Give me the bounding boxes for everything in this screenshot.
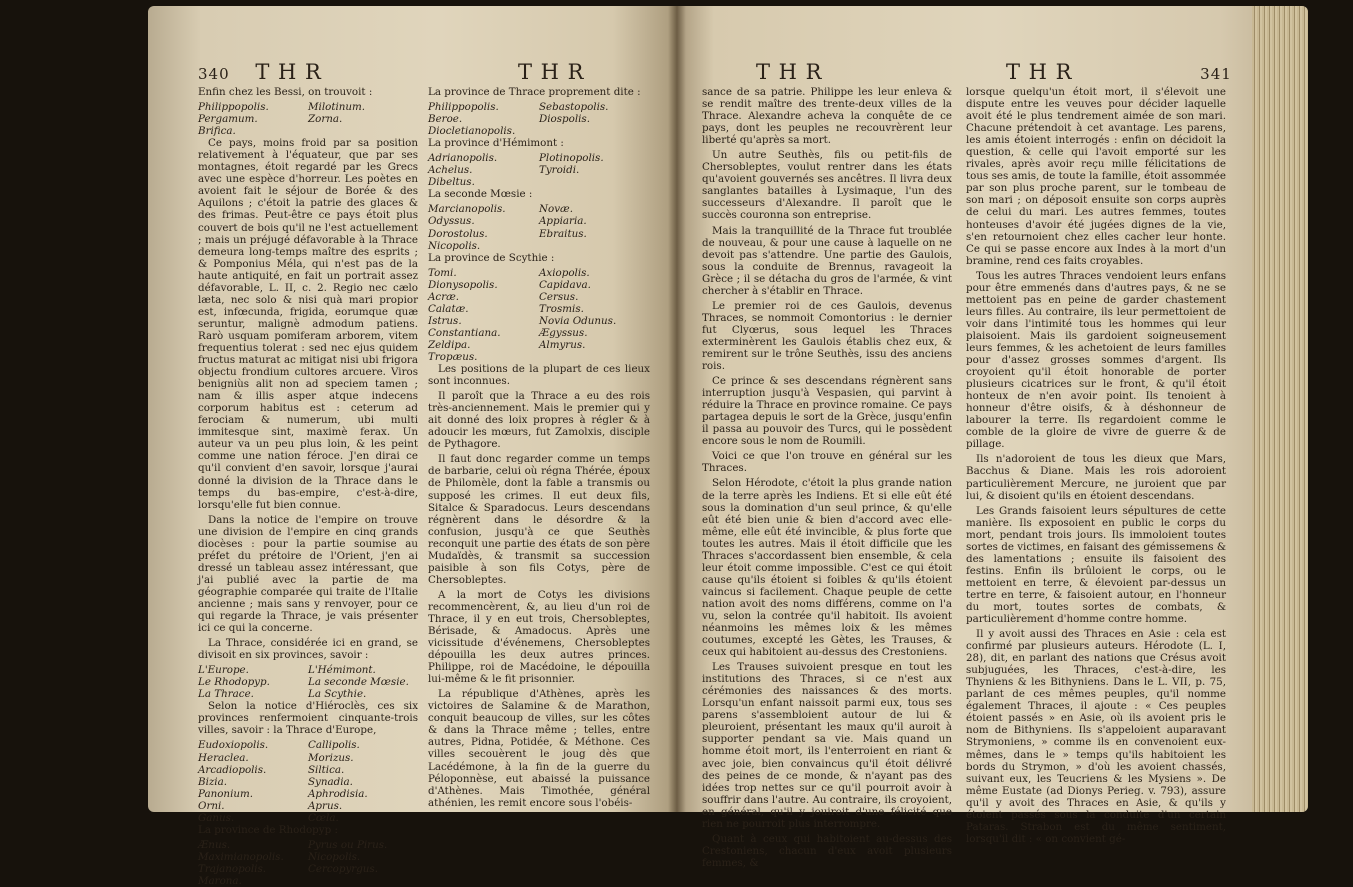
city-name: Orni. [198, 799, 225, 812]
city-name: Eudoxiopolis. [198, 739, 269, 752]
city-name: Dionysopolis. [428, 278, 498, 291]
paragraph: Les Grands faisoient leurs sépultures de cette manière. Ils exposoient en public le corps du mort, pendant trois jours. Ils immoloient toutes sortes de victimes, en faisant des gémissemens & des lamentations ; ensuite ils faisoient des festins. Enfin ils brûloient le corps, ou le mettoient en terre, & élevoient par-dessus un tertre en terre, & faisoient autour, en l'honneur du mort, toutes sortes de combats, & particulièrement d'homme contre homme. [966, 504, 1226, 626]
city-name [308, 875, 418, 887]
city-list-row [428, 315, 650, 327]
text-column [966, 86, 1226, 848]
city-name: Cersus. [539, 290, 579, 303]
city-name: Acræ. [428, 290, 460, 303]
book-spine [668, 6, 686, 812]
city-name: Aphrodisia. [308, 787, 368, 800]
paragraph: Les positions de la plupart de ces lieux sont inconnues. [428, 363, 650, 388]
page-number-left: 340 [198, 65, 230, 83]
left-header [198, 60, 322, 84]
paragraph: Le premier roi de ces Gaulois, devenus Thraces, se nommoit Comontorius : le dernier fut Clyœrus, sous lequel les Thraces exterminèrent les Gaulois établis chez eux, & remirent sur le trône Seuthès, issu des anciens rois. [702, 299, 952, 373]
city-list-row [428, 176, 650, 188]
city-name: Diospolis. [539, 113, 590, 126]
city-name: Pergamum. [198, 113, 258, 126]
paragraph: Dans la notice de l'empire on trouve une division de l'empire en cinq grands diocèses : pour la partie soumise au préfet du prétoire de l'Orient, j'en ai dressé un tableau assez intéressant, que j'ai publié avec la partie de ma géographie comparée qui traite de l'Italie ancienne ; mais sans y renvoyer, pour ce qui regarde la Thrace, je vais présenter ici ce qui la concerne. [198, 513, 418, 635]
city-name: Plotinopolis. [539, 152, 604, 165]
city-name: Synadia. [308, 775, 353, 788]
city-name: Almyrus. [539, 338, 586, 351]
text-column [428, 86, 650, 812]
city-name: Maximianopolis. [198, 850, 284, 863]
paragraph: Selon la notice d'Hiéroclès, ces six provinces renfermoient cinquante-trois villes, savoir : la Thrace d'Europe, [198, 700, 418, 737]
city-list-row [428, 339, 650, 351]
paragraph: Il paroît que la Thrace a eu des rois très-anciennement. Mais le premier qui y ait donné des loix propres à régler & à adoucir les mœurs, fut Zamolxis, disciple de Pythagore. [428, 390, 650, 451]
city-name: Bizia. [198, 775, 227, 788]
paragraph: Ce prince & ses descendans régnèrent sans interruption jusqu'à Vespasien, qui parvint à réduire la Thrace en province romaine. Ce pays partagea depuis le sort de la Grèce, jusqu'enfin il passa au pouvoir des Turcs, qui le possèdent encore sous le nom de Roumili. [702, 375, 952, 448]
city-name: Beroe. [428, 113, 463, 126]
city-list-row [198, 788, 418, 800]
city-name: Brifica. [198, 125, 236, 138]
city-name [539, 125, 650, 137]
city-name: Odyssus. [428, 215, 475, 228]
city-name: Milotinum. [308, 101, 366, 114]
city-name: Dorostolus. [428, 227, 488, 240]
city-name: Zeldipa. [428, 338, 471, 351]
city-name: L'Hémimont. [308, 664, 376, 677]
city-list-row [428, 152, 650, 164]
city-list-row [198, 764, 418, 776]
page-edges [1252, 6, 1308, 812]
paragraph: La province d'Hémimont : [428, 137, 564, 150]
city-list-row [198, 125, 418, 137]
city-list-row [428, 240, 650, 252]
city-name: Sebastopolis. [539, 101, 609, 114]
city-name: Calatæ. [428, 302, 469, 315]
city-list-row [428, 203, 650, 215]
city-list-row [198, 812, 418, 824]
city-list-row [198, 839, 418, 851]
city-name: Axiopolis. [539, 266, 590, 279]
paragraph: Mais la tranquillité de la Thrace fut troublée de nouveau, & pour une cause à laquelle on ne devoit pas s'attendre. Une partie des Gaulois, sous la conduite de Brennus, ravageoit la Grèce ; il se détacha du gros de l'armée, & vint chercher à s'établir en Thrace. [702, 224, 952, 297]
city-name: Tomi. [428, 266, 457, 279]
city-list-row [428, 101, 650, 113]
city-list-row [198, 800, 418, 812]
paragraph: Ce pays, moins froid par sa position relativement à l'équateur, que par ses montagnes, étoit regardé par les Grecs avec une espèce d'horreur. Les poètes en avoient fait le séjour de Borée & des Aquilons ; c'étoit la patrie des glaces & des frimas. Peut-être ce pays étoit plus couvert de bois qu'il ne l'est actuellement ; mais un préjugé défavorable à la Thrace demeura long-temps maître des esprits ; & Pomponius Méla, qui n'est pas de la haute antiquité, en fait un portrait assez défavorable, L. II, c. 2. Regio nec cælo læta, nec solo & nisi quà mari propior est, infœcunda, frigida, eorumque quæ seruntur, malignè admodum patiens. Rarò usquam pomiferam arborem, vitem frequentius tolerat : sed nec ejus quidem fructus maturat ac mitigat nisi ubi frigora objectu frondium cultores arcuere. Viros benigniùs alit non ad speciem tamen ; nam & illis asper atque indecens corporum habitus est : ceterum ad ferociam & numerum, ubi multi immitesque sint, maximè ferax. Un auteur va un peu plus loin, & les peint comme une nation féroce. J'en dirai ce qu'il convient d'en savoir, lorsque j'aurai donné la division de la Thrace dans le temps du bas-empire, c'est-à-dire, lorsqu'elle fut bien connue. [198, 137, 418, 511]
city-name: La seconde Mœsie. [308, 676, 409, 689]
header-title: T H R [1006, 60, 1073, 84]
text-column [702, 86, 952, 872]
paragraph: Quant à ceux qui habitoient au-dessus des Crestoniens, chacun d'eux avoit plusieurs femmes, & [702, 832, 952, 869]
city-list-row [428, 113, 650, 125]
city-name: Philippopolis. [198, 101, 269, 114]
right-page [676, 6, 1308, 869]
header-title: T H R [255, 60, 322, 84]
city-list-row [428, 164, 650, 176]
paragraph: Il faut donc regarder comme un temps de barbarie, celui où régna Thérée, époux de Philomèle, dont la fable a transmis ou supposé les crimes. Il eut deux fils, Sitalce & Sparadocus. Leurs descendans régnèrent dans le désordre & la confusion, jusqu'à ce que Seuthès reconquit une partie des états de son père Mudaïdès, & transmit sa succession paisible à son fils Cotys, père de Chersobleptes. [428, 453, 650, 586]
city-name: Pyrus ou Pirus. [308, 838, 388, 851]
paragraph: Tous les autres Thraces vendoient leurs enfans pour être emmenés dans d'autres pays, & ne se mettoient pas en peine de garder chastement leurs filles. Au contraire, ils leur permettoient de voir dans l'intimité tous les hommes qui leur plaisoient. Mais ils gardoient soigneusement leurs femmes, & les achetoient de leurs familles pour d'assez grosses sommes d'argent. Ils croyoient qu'il étoit honorable de porter plusieurs cicatrices sur le front, & qu'il étoit honteux de n'en avoir point. Ils tenoient à honneur d'être oisifs, & à déshonneur de labourer la terre. Ils regardoient comme le comble de la gloire de vivre de guerre & de pillage. [966, 269, 1226, 451]
city-list-row [428, 279, 650, 291]
city-name: Heraclea. [198, 751, 249, 764]
city-name: Ænus. [198, 838, 231, 851]
paragraph: La province de Rhodopyp : [198, 823, 338, 836]
city-name: Nicopolis. [428, 239, 481, 252]
city-name: Diocletianopolis. [428, 125, 516, 138]
paragraph: Un autre Seuthès, fils ou petit-fils de Chersobleptes, voulut rentrer dans les états qu'avoient gouvernés ses ancêtres. Il livra deux sanglantes batailles à Lysimaque, l'un des successeurs d'Alexandre. Il paroît que le succès couronna son entreprise. [702, 149, 952, 222]
city-name: Novia Odunus. [539, 314, 617, 327]
paragraph: Il y avoit aussi des Thraces en Asie : cela est confirmé par plusieurs auteurs. Hérodote (L. I, 28), dit, en parlant des nations que Crésus avoit subjuguées, les Thraces, c'est-à-dire, les Thyniens & les Bithyniens. Dans le L. VII, p. 75, parlant de ces mêmes peuples, qu'il nomme également Thraces, il ajoute : « Ces peuples étoient passés » en Asie, où ils avoient pris le nom de Bithyniens. Ils s'appeloient auparavant Strymoniens, » comme ils en convenoient eux-mêmes, dans le » temps qu'ils habitoient les bords du Strymon, » d'où les avoient chassés, suivant eux, les Teucriens & les Mysiens ». De même Eustate (ad Dionys Perieg. v. 793), assure qu'il y avoit des Thraces en Asie, & qu'ils y étoient passés sous la conduite d'un certain Pataras. Strabon est du même sentiment, lorsqu'il dit : « on convient gé- [966, 628, 1226, 845]
city-name [539, 176, 650, 188]
paragraph: La province de Scythie : [428, 251, 555, 264]
paragraph: A la mort de Cotys les divisions recommencèrent, &, au lieu d'un roi de Thrace, il y en eut trois, Chersobleptes, Bérisade, & Amadocus. Après une vicissitude d'événemens, Chersobleptes dépouilla les deux autres princes. Philippe, roi de Macédoine, le dépouilla lui-même & le fit prisonnier. [428, 588, 650, 686]
paragraph: La province de Thrace proprement dite : [428, 86, 641, 98]
city-list-row [428, 303, 650, 315]
paragraph: lorsque quelqu'un étoit mort, il s'élevoit une dispute entre les veuves pour décider laquelle avoit été le plus tendrement aimée de son mari. Chacune prétendoit à cet avantage. Les parens, les amis étoient interrogés : enfin on décidoit la question, & celle qui l'avoit emporté sur les rivales, après avoir reçu mille félicitations de tous ses amis, de toute la famille, étoit assommée par son plus proche parent, sur le tombeau de son mari ; on déposoit ensuite son corps auprès de celui du mari. Les autres femmes, toutes honteuses d'avoir été jugées dignes de la vie, s'en retournoient chez elles cacher leur honte. Ce qui se passe encore aux Indes à la mort d'un bramine, rend ces faits croyables. [966, 86, 1226, 267]
city-list-row [428, 215, 650, 227]
city-name: Arcadiopolis. [198, 763, 267, 776]
city-name: Marcianopolis. [428, 203, 506, 216]
city-list-row [428, 228, 650, 240]
paragraph: La Thrace, considérée ici en grand, se divisoit en six provinces, savoir : [198, 637, 418, 662]
city-name: Callipolis. [308, 739, 360, 752]
city-name: Ebraitus. [539, 227, 587, 240]
city-name: Novæ. [539, 203, 573, 216]
city-name: Ganus. [198, 811, 235, 824]
city-name: Nicopolis. [308, 850, 361, 863]
city-name: Trajanopolis. [198, 862, 267, 875]
city-list-row [198, 676, 418, 688]
left-page [148, 6, 676, 887]
city-name: Istrus. [428, 314, 462, 327]
city-name: Cercopyrgus. [308, 862, 378, 875]
paragraph: Selon Hérodote, c'étoit la plus grande nation de la terre après les Indiens. Et si elle eût été sous la domination d'un seul prince, & qu'elle eût été bien unie & bien d'accord avec elle-même, elle eût été invincible, & plus forte que toutes les autres. Mais il étoit difficile que les Thraces s'accordassent bien ensemble, & cela leur étoit comme impossible. C'est ce qui étoit cause qu'ils étoient si foibles & qu'ils étoient vaincus si facilement. Chaque peuple de cette nation avoit des noms différens, comme on l'a vu, selon la contrée qu'il habitoit. Ils avoient néanmoins les mêmes loix & les mêmes coutumes, excepté les Gètes, les Trauses, & ceux qui habitoient au-dessus des Crestoniens. [702, 477, 952, 659]
city-list-row [198, 752, 418, 764]
text-column [198, 86, 418, 887]
city-list-row [198, 664, 418, 676]
city-list-row [198, 851, 418, 863]
city-list-row [428, 327, 650, 339]
city-name: Morizus. [308, 751, 354, 764]
city-name: Capidava. [539, 278, 591, 291]
paragraph: Ils n'adoroient de tous les dieux que Mars, Bacchus & Diane. Mais les rois adoroient particulièrement Mercure, ne juroient que par lui, & disoient qu'ils en étoient descendans. [966, 453, 1226, 502]
city-name: Siltica. [308, 763, 345, 776]
city-name: Cœla. [308, 811, 339, 824]
city-name [539, 351, 650, 363]
city-name [539, 240, 650, 252]
city-name: Zorna. [308, 113, 343, 126]
city-list-row [428, 291, 650, 303]
page-number-right: 341 [1200, 65, 1232, 83]
city-list-row [198, 739, 418, 751]
paragraph: Voici ce que l'on trouve en général sur les Thraces. [702, 450, 952, 475]
city-list-row [428, 267, 650, 279]
city-name: L'Europe. [198, 664, 249, 677]
city-name: La Scythie. [308, 688, 367, 701]
city-name: Aprus. [308, 799, 343, 812]
city-list-row [198, 101, 418, 113]
city-name: Constantiana. [428, 326, 501, 339]
city-name: Appiaria. [539, 215, 587, 228]
city-name: La Thrace. [198, 688, 254, 701]
paragraph: sance de sa patrie. Philippe les leur enleva & se rendit maître des trente-deux villes de la Thrace. Alexandre acheva la conquête de ce pays, dont les peuples ne recouvrèrent leur liberté qu'après sa mort. [702, 86, 952, 147]
city-name: Ægyssus. [539, 326, 588, 339]
city-name: Trosmis. [539, 302, 584, 315]
header-title: T H R [518, 60, 585, 84]
city-list-row [198, 113, 418, 125]
city-name: Tropæus. [428, 350, 478, 363]
paragraph: La seconde Mœsie : [428, 188, 533, 201]
city-name: Tyroidi. [539, 164, 580, 177]
city-name: Le Rhodopyp. [198, 676, 270, 689]
header-title: T H R [756, 60, 823, 84]
city-list-row [428, 351, 650, 363]
city-list-row [198, 875, 418, 887]
city-name: Adrianopolis. [428, 152, 498, 165]
city-list-row [198, 688, 418, 700]
city-name: Philippopolis. [428, 101, 499, 114]
right-header [1006, 60, 1232, 84]
paragraph: Enfin chez les Bessi, on trouvoit : [198, 86, 373, 98]
city-list-row [198, 863, 418, 875]
city-list-row [198, 776, 418, 788]
city-name: Dibeltus. [428, 176, 475, 189]
city-name: Panonium. [198, 787, 254, 800]
paragraph: Les Trauses suivoient presque en tout les institutions des Thraces, si ce n'est aux cérémonies des naissances & des morts. Lorsqu'un enfant naissoit parmi eux, tous ses parens s'assembloient autour de lui & pleuroient, présentant les maux qu'il auroit à supporter pendant sa vie. Mais quand un homme étoit mort, ils l'enterroient en riant & avec joie, bien convaincus qu'il étoit délivré des peines de ce monde, & n'ayant pas des idées trop nettes sur ce qu'il pourroit avoir à souffrir dans l'autre. Au contraire, ils croyoient, en général, qu'il y jouiroit d'une félicité que rien ne pourroit plus interrompre. [702, 661, 952, 830]
city-list-row [428, 125, 650, 137]
city-name [308, 125, 418, 137]
paragraph: La république d'Athènes, après les victoires de Salamine & de Marathon, conquit beaucoup de villes, sur les côtes & dans la Thrace même ; telles, entre autres, Pidna, Potidée, & Méthone. Ces villes secouèrent le joug dès que Lacédémone, à la fin de la guerre du Péloponnèse, eut abaissé la puissance d'Athènes. Mais Timothée, général athénien, les remit encore sous l'obéis- [428, 688, 650, 809]
city-name: Marona. [198, 875, 242, 887]
city-name: Achelus. [428, 164, 473, 177]
open-book [148, 6, 1308, 887]
